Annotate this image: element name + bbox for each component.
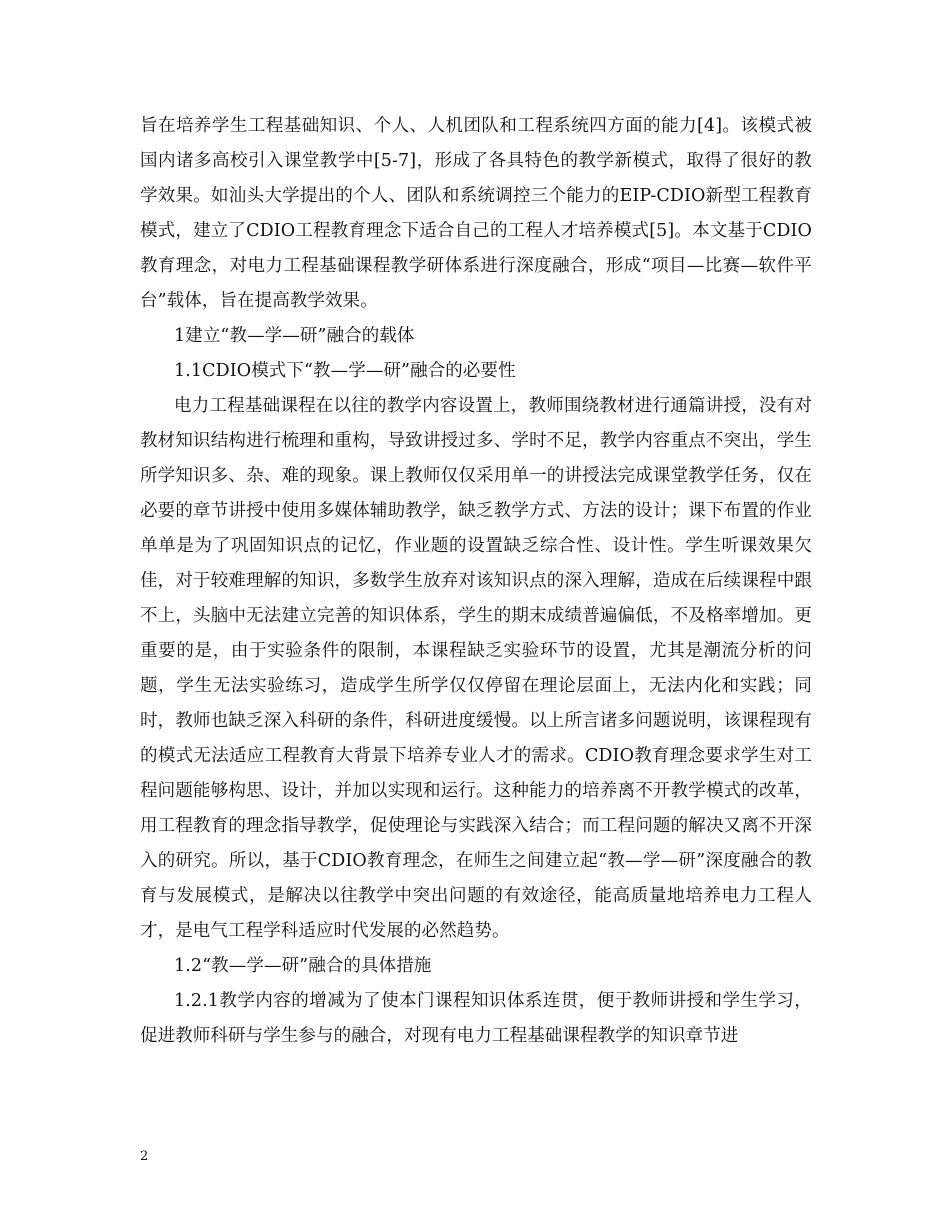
heading-section-1-2: 1.2“教—学—研”融合的具体措施 (174, 956, 432, 976)
paragraph-cdio-intro: 旨在培养学生工程基础知识、个人、人机团队和工程系统四方面的能力[4]。该模式被国内诸多高校引入课堂教学中[5-7]，形成了各具特色的教学新模式，取得了很好的教学效果。如汕头大学提出的个人、团队和系统调控三个能力的EIP-CDIO新型工程教育模式，建立了CDIO工程教育理念下适合自己的工程人才培养模式[5]。本文基于CDIO教育理念，对电力工程基础课程教学研体系进行深度融合，形成“项目—比赛—软件平台”载体，旨在提高教学效果。 (140, 116, 812, 311)
paragraph-necessity: 电力工程基础课程在以往的教学内容设置上，教师围绕教材进行通篇讲授，没有对教材知识结构进行梳理和重构，导致讲授过多、学时不足，教学内容重点不突出，学生所学知识多、杂、难的现象。课上教师仅仅采用单一的讲授法完成课堂教学任务，仅在必要的章节讲授中使用多媒体辅助教学，缺乏教学方式、方法的设计；课下布置的作业单单是为了巩固知识点的记忆，作业题的设置缺乏综合性、设计性。学生听课效果欠佳，对于较难理解的知识，多数学生放弃对该知识点的深入理解，造成在后续课程中跟不上，头脑中无法建立完善的知识体系，学生的期末成绩普遍偏低，不及格率增加。更重要的是，由于实验条件的限制，本课程缺乏实验环节的设置，尤其是潮流分析的问题，学生无法实验练习，造成学生所学仅仅停留在理论层面上，无法内化和实践；同时，教师也缺乏深入科研的条件，科研进度缓慢。以上所言诸多问题说明，该课程现有的模式无法适应工程教育大背景下培养专业人才的需求。CDIO教育理念要求学生对工程问题能够构思、设计，并加以实现和运行。这种能力的培养离不开教学模式的改革，用工程教育的理念指导教学，促使理论与实践深入结合；而工程问题的解决又离不开深入的研究。所以，基于CDIO教育理念，在师生之间建立起“教—学—研”深度融合的教育与发展模式，是解决以往教学中突出问题的有效途径，能高质量地培养电力工程人才，是电气工程学科适应时代发展的必然趋势。 (140, 396, 812, 941)
paragraph-content-adjustment: 1.2.1教学内容的增减为了使本门课程知识体系连贯，便于教师讲授和学生学习，促进教师科研与学生参与的融合，对现有电力工程基础课程教学的知识章节进 (140, 991, 812, 1046)
page-number: 2 (140, 1149, 149, 1164)
body-text (140, 109, 812, 1054)
heading-section-1-1: 1.1CDIO模式下“教—学—研”融合的必要性 (174, 361, 516, 381)
heading-section-1: 1建立“教—学—研”融合的载体 (174, 326, 415, 346)
